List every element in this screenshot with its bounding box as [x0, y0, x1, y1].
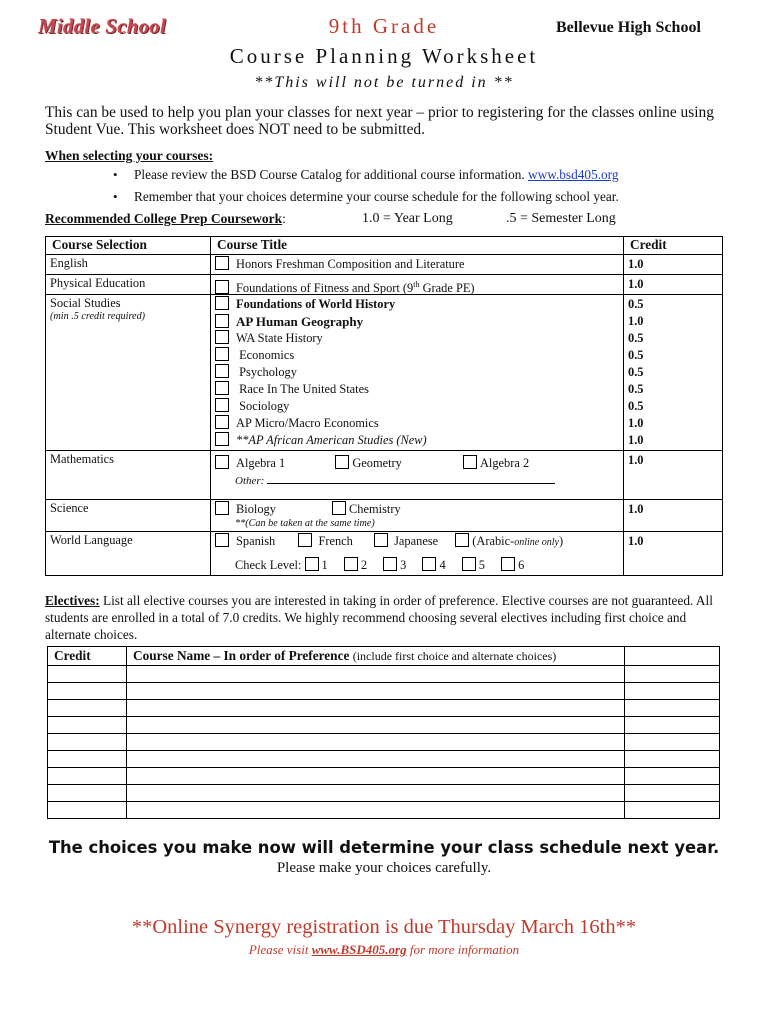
credit-value: 0.5 — [628, 365, 644, 379]
course-text: Grade PE) — [419, 281, 475, 296]
check-level-label: Check Level: — [235, 558, 302, 572]
visit-note — [0, 942, 768, 958]
visit-text: Please visit — [248, 942, 312, 957]
bsd-website-link[interactable]: www.BSD405.org — [311, 942, 407, 957]
checkbox[interactable] — [383, 557, 397, 571]
course-option — [472, 534, 563, 548]
course-option: Economics — [239, 348, 295, 362]
elective-course-cell[interactable] — [127, 700, 625, 717]
credit-value: 1.0 — [628, 314, 644, 328]
list-item — [113, 165, 733, 187]
elective-extra-cell[interactable] — [625, 785, 720, 802]
col-elective-credit: Credit — [48, 647, 127, 666]
page-title: Course Planning Worksheet — [229, 44, 539, 68]
elective-credit-cell[interactable] — [48, 802, 127, 819]
course-text: (Arabic- — [472, 534, 515, 548]
elective-course-cell[interactable] — [127, 734, 625, 751]
level-row — [215, 557, 619, 574]
checkbox[interactable] — [332, 501, 346, 515]
course-table — [45, 236, 723, 576]
checkbox[interactable] — [215, 501, 229, 515]
row-label-pe: Physical Education — [46, 275, 211, 295]
checkbox[interactable] — [344, 557, 358, 571]
credit-value: 0.5 — [628, 399, 644, 413]
checkbox[interactable] — [215, 296, 229, 310]
level-option: 4 — [439, 558, 446, 572]
credit-value: 1.0 — [628, 257, 644, 271]
selecting-heading: When selecting your courses: — [45, 148, 214, 163]
course-text: Foundations of Fitness and Sport (9 — [236, 281, 414, 296]
checkbox[interactable] — [298, 533, 312, 547]
credit-value: 1.0 — [628, 534, 644, 548]
checkbox[interactable] — [215, 533, 229, 547]
checkbox[interactable] — [215, 381, 229, 395]
table-row — [46, 255, 723, 275]
level-option: 3 — [400, 558, 407, 572]
course-option: WA State History — [236, 331, 323, 345]
bsd-catalog-link[interactable]: www.bsd405.org — [528, 167, 619, 182]
elective-credit-cell[interactable] — [48, 768, 127, 785]
elective-course-cell[interactable] — [127, 802, 625, 819]
course-name-heading: Course Name – In order of Preference — [133, 648, 353, 663]
col-course-name — [127, 647, 625, 666]
checkbox[interactable] — [374, 533, 388, 547]
elective-extra-cell[interactable] — [625, 751, 720, 768]
selecting-list — [113, 165, 733, 209]
legend-year-long: 1.0 = Year Long — [362, 211, 453, 226]
elective-credit-cell[interactable] — [48, 666, 127, 683]
table-row — [46, 275, 723, 295]
course-option: Algebra 1 — [236, 456, 286, 470]
level-option: 5 — [478, 558, 485, 572]
row-label-english: English — [46, 255, 211, 275]
checkbox[interactable] — [215, 415, 229, 429]
intro-paragraph: This can be used to help you plan your classes for next year – prior to registering for the classes online using Student Vue. This worksheet does NOT need to be submitted. — [45, 104, 714, 138]
course-name-note: (include first choice and alternate choices) — [352, 649, 557, 663]
checkbox[interactable] — [215, 432, 229, 446]
course-option: French — [318, 534, 353, 548]
checkbox[interactable] — [463, 455, 477, 469]
registration-due-notice: **Online Synergy registration is due Thursday March 16th** — [131, 916, 637, 938]
elective-extra-cell[interactable] — [625, 666, 720, 683]
course-option: Psychology — [239, 365, 297, 379]
online-only-note: online only — [514, 537, 559, 548]
electives-rows — [48, 666, 720, 819]
elective-extra-cell[interactable] — [625, 700, 720, 717]
row-label: Social Studies — [50, 296, 121, 310]
course-option: Spanish — [236, 534, 276, 548]
choose-carefully-note: Please make your choices carefully. — [276, 860, 492, 876]
level-option: 6 — [518, 558, 525, 572]
elective-course-cell[interactable] — [127, 666, 625, 683]
elective-credit-cell[interactable] — [48, 717, 127, 734]
course-option: Foundations of World History — [236, 297, 396, 311]
checkbox[interactable] — [215, 314, 229, 328]
course-option: Chemistry — [349, 502, 401, 516]
course-option: Sociology — [239, 399, 290, 413]
course-option: AP Human Geography — [236, 314, 364, 329]
page-subtitle: **This will not be turned in ** — [254, 74, 514, 91]
credit-value: 0.5 — [628, 348, 644, 362]
credit-value: 0.5 — [628, 297, 644, 311]
checkbox[interactable] — [215, 398, 229, 412]
row-label-mathematics: Mathematics — [46, 451, 211, 500]
visit-text: for more information — [406, 942, 520, 957]
table-header-row — [48, 647, 720, 666]
table-row — [48, 666, 720, 683]
bullet-text: Please review the BSD Course Catalog for additional course information. — [134, 167, 529, 182]
col-credit: Credit — [624, 237, 723, 255]
checkbox[interactable] — [501, 557, 515, 571]
electives-text: List all elective courses you are interested in taking in order of preference. Elective courses are not guaranteed. All students are enrolled in a total of 7.0 credits. We highly recommend choosing several electives including first choice and alternate choices. — [45, 593, 713, 642]
table-row — [46, 500, 723, 532]
checkbox[interactable] — [455, 533, 469, 547]
legend-semester-long: .5 = Semester Long — [506, 211, 616, 226]
other-label: Other: — [235, 475, 265, 487]
recommended-colon: : — [282, 211, 286, 226]
electives-table — [47, 646, 720, 819]
elective-credit-cell[interactable] — [48, 785, 127, 802]
credit-value: 1.0 — [628, 416, 644, 430]
checkbox[interactable] — [462, 557, 476, 571]
course-option: Japanese — [394, 534, 439, 548]
row-label-social-studies — [46, 295, 211, 451]
checkbox[interactable] — [215, 256, 229, 270]
table-row — [48, 802, 720, 819]
science-note: **(Can be taken at the same time) — [235, 518, 375, 529]
credit-value: 1.0 — [628, 453, 644, 467]
table-row — [48, 734, 720, 751]
grade-heading: 9th Grade — [328, 14, 440, 38]
elective-course-cell[interactable] — [127, 751, 625, 768]
electives-label: Electives: — [45, 593, 100, 608]
course-option: Race In The United States — [239, 382, 369, 396]
credit-value: 0.5 — [628, 382, 644, 396]
middle-school-label: Middle School — [38, 14, 167, 38]
elective-course-cell[interactable] — [127, 683, 625, 700]
table-row — [46, 532, 723, 576]
row-label-world-language: World Language — [46, 532, 211, 576]
table-row — [46, 451, 723, 500]
col-course-title: Course Title — [211, 237, 624, 255]
level-option: 1 — [321, 558, 328, 572]
credit-value: 1.0 — [628, 433, 644, 447]
elective-course-cell[interactable] — [127, 768, 625, 785]
elective-credit-cell[interactable] — [48, 700, 127, 717]
checkbox[interactable] — [215, 280, 229, 294]
other-input[interactable] — [267, 472, 555, 484]
credit-value: 1.0 — [628, 277, 644, 291]
course-option: Geometry — [352, 456, 402, 470]
course-option — [236, 281, 475, 295]
table-row — [48, 700, 720, 717]
elective-extra-cell[interactable] — [625, 802, 720, 819]
col-course-selection: Course Selection — [46, 237, 211, 255]
elective-extra-cell[interactable] — [625, 683, 720, 700]
table-row — [48, 683, 720, 700]
elective-extra-cell[interactable] — [625, 768, 720, 785]
elective-extra-cell[interactable] — [625, 734, 720, 751]
recommended-title: Recommended College Prep Coursework — [45, 211, 283, 226]
elective-course-cell[interactable] — [127, 785, 625, 802]
level-option: 2 — [360, 558, 368, 572]
course-superscript: th — [413, 280, 420, 289]
table-header-row — [46, 237, 723, 255]
checkbox[interactable] — [215, 347, 229, 361]
table-row — [46, 295, 723, 451]
table-row — [48, 768, 720, 785]
checkbox[interactable] — [335, 455, 349, 469]
table-row — [48, 751, 720, 768]
elective-credit-cell[interactable] — [48, 683, 127, 700]
checkbox[interactable] — [215, 330, 229, 344]
recommended-heading — [45, 211, 286, 227]
course-option: **AP African American Studies (New) — [236, 433, 427, 447]
course-option: Honors Freshman Composition and Literature — [236, 257, 465, 271]
row-label-science: Science — [46, 500, 211, 532]
checkbox[interactable] — [305, 557, 319, 571]
col-extra — [625, 647, 720, 666]
course-option: AP Micro/Macro Economics — [236, 416, 379, 430]
table-row — [48, 785, 720, 802]
checkbox[interactable] — [215, 455, 229, 469]
elective-credit-cell[interactable] — [48, 734, 127, 751]
list-item: • Remember that your choices determine your course schedule for the following school year. — [113, 187, 733, 209]
table-row — [48, 717, 720, 734]
min-credit-note: (min .5 credit required) — [50, 311, 146, 322]
course-text: ) — [558, 534, 564, 548]
elective-course-cell[interactable] — [127, 717, 625, 734]
course-option: Biology — [236, 502, 276, 516]
checkbox[interactable] — [215, 364, 229, 378]
credit-value: 0.5 — [628, 331, 644, 345]
elective-credit-cell[interactable] — [48, 751, 127, 768]
schedule-warning: The choices you make now will determine your class schedule next year. — [48, 838, 720, 857]
credit-value: 1.0 — [628, 502, 644, 516]
checkbox[interactable] — [422, 557, 436, 571]
school-name: Bellevue High School — [556, 19, 701, 36]
elective-extra-cell[interactable] — [625, 717, 720, 734]
course-option: Algebra 2 — [479, 456, 530, 470]
electives-paragraph — [45, 592, 730, 643]
